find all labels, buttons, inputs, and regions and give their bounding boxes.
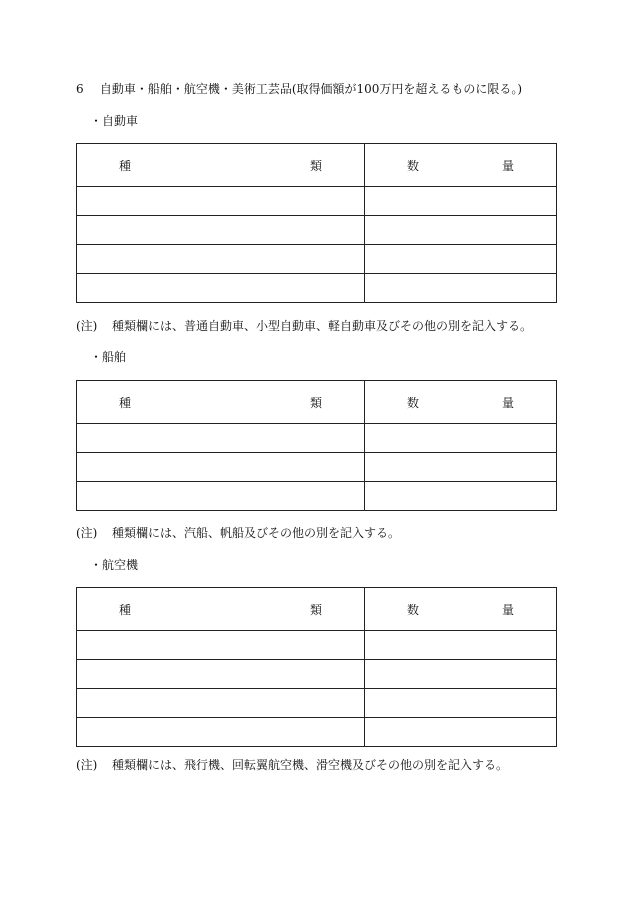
group-label-car: ・自動車 xyxy=(90,114,139,128)
ship-note xyxy=(76,524,400,542)
note-text: 種類欄には、汽船、帆船及びその他の別を記入する。 xyxy=(112,526,401,540)
table-row xyxy=(77,718,557,747)
table-row xyxy=(77,482,557,511)
qty-header-right: 量 xyxy=(501,602,514,617)
table-row xyxy=(77,245,557,274)
kind-header-right: 類 xyxy=(309,395,322,410)
qty-header xyxy=(365,381,557,424)
aircraft-table xyxy=(76,587,557,747)
kind-cell[interactable] xyxy=(77,453,365,482)
table-row xyxy=(77,216,557,245)
table-row xyxy=(77,631,557,660)
qty-cell[interactable] xyxy=(365,274,557,303)
qty-header-left: 数 xyxy=(407,395,420,410)
car-table xyxy=(76,143,557,303)
table-row xyxy=(77,187,557,216)
section-title: 自動車・船舶・航空機・美術工芸品(取得価額が100万円を超えるものに限る。) xyxy=(99,82,523,96)
table-row xyxy=(77,274,557,303)
kind-cell[interactable] xyxy=(77,274,365,303)
kind-header-left: 種 xyxy=(119,602,132,617)
qty-cell[interactable] xyxy=(365,482,557,511)
qty-header xyxy=(365,144,557,187)
kind-cell[interactable] xyxy=(77,660,365,689)
kind-header xyxy=(77,144,365,187)
group-label-aircraft: ・航空機 xyxy=(90,558,139,572)
kind-header-left: 種 xyxy=(119,158,132,173)
qty-cell[interactable] xyxy=(365,631,557,660)
kind-header-right: 類 xyxy=(309,158,322,173)
kind-cell[interactable] xyxy=(77,424,365,453)
qty-header-right: 量 xyxy=(501,158,514,173)
ship-table xyxy=(76,380,557,511)
kind-cell[interactable] xyxy=(77,718,365,747)
qty-cell[interactable] xyxy=(365,718,557,747)
car-note xyxy=(76,317,532,335)
kind-header xyxy=(77,381,365,424)
note-prefix: (注) xyxy=(76,758,98,772)
qty-cell[interactable] xyxy=(365,453,557,482)
section-heading xyxy=(76,80,522,98)
qty-header-left: 数 xyxy=(407,602,420,617)
note-prefix: (注) xyxy=(76,526,98,540)
table-row xyxy=(77,424,557,453)
qty-cell[interactable] xyxy=(365,187,557,216)
qty-cell[interactable] xyxy=(365,424,557,453)
table-header-row xyxy=(77,588,557,631)
note-text: 種類欄には、飛行機、回転翼航空機、滑空機及びその他の別を記入する。 xyxy=(112,758,509,772)
kind-header xyxy=(77,588,365,631)
kind-cell[interactable] xyxy=(77,187,365,216)
note-prefix: (注) xyxy=(76,319,98,333)
qty-cell[interactable] xyxy=(365,689,557,718)
kind-cell[interactable] xyxy=(77,631,365,660)
aircraft-note xyxy=(76,756,508,774)
qty-cell[interactable] xyxy=(365,216,557,245)
table-row xyxy=(77,660,557,689)
table-row xyxy=(77,689,557,718)
table-header-row xyxy=(77,381,557,424)
group-label-ship: ・船舶 xyxy=(90,350,127,364)
kind-cell[interactable] xyxy=(77,689,365,718)
qty-header-right: 量 xyxy=(501,395,514,410)
kind-header-right: 類 xyxy=(309,602,322,617)
section-number: 6 xyxy=(76,82,84,96)
table-header-row xyxy=(77,144,557,187)
qty-header xyxy=(365,588,557,631)
qty-cell[interactable] xyxy=(365,660,557,689)
qty-header-left: 数 xyxy=(407,158,420,173)
qty-cell[interactable] xyxy=(365,245,557,274)
kind-cell[interactable] xyxy=(77,482,365,511)
kind-cell[interactable] xyxy=(77,245,365,274)
kind-cell[interactable] xyxy=(77,216,365,245)
kind-header-left: 種 xyxy=(119,395,132,410)
note-text: 種類欄には、普通自動車、小型自動車、軽自動車及びその他の別を記入する。 xyxy=(112,319,533,333)
table-row xyxy=(77,453,557,482)
